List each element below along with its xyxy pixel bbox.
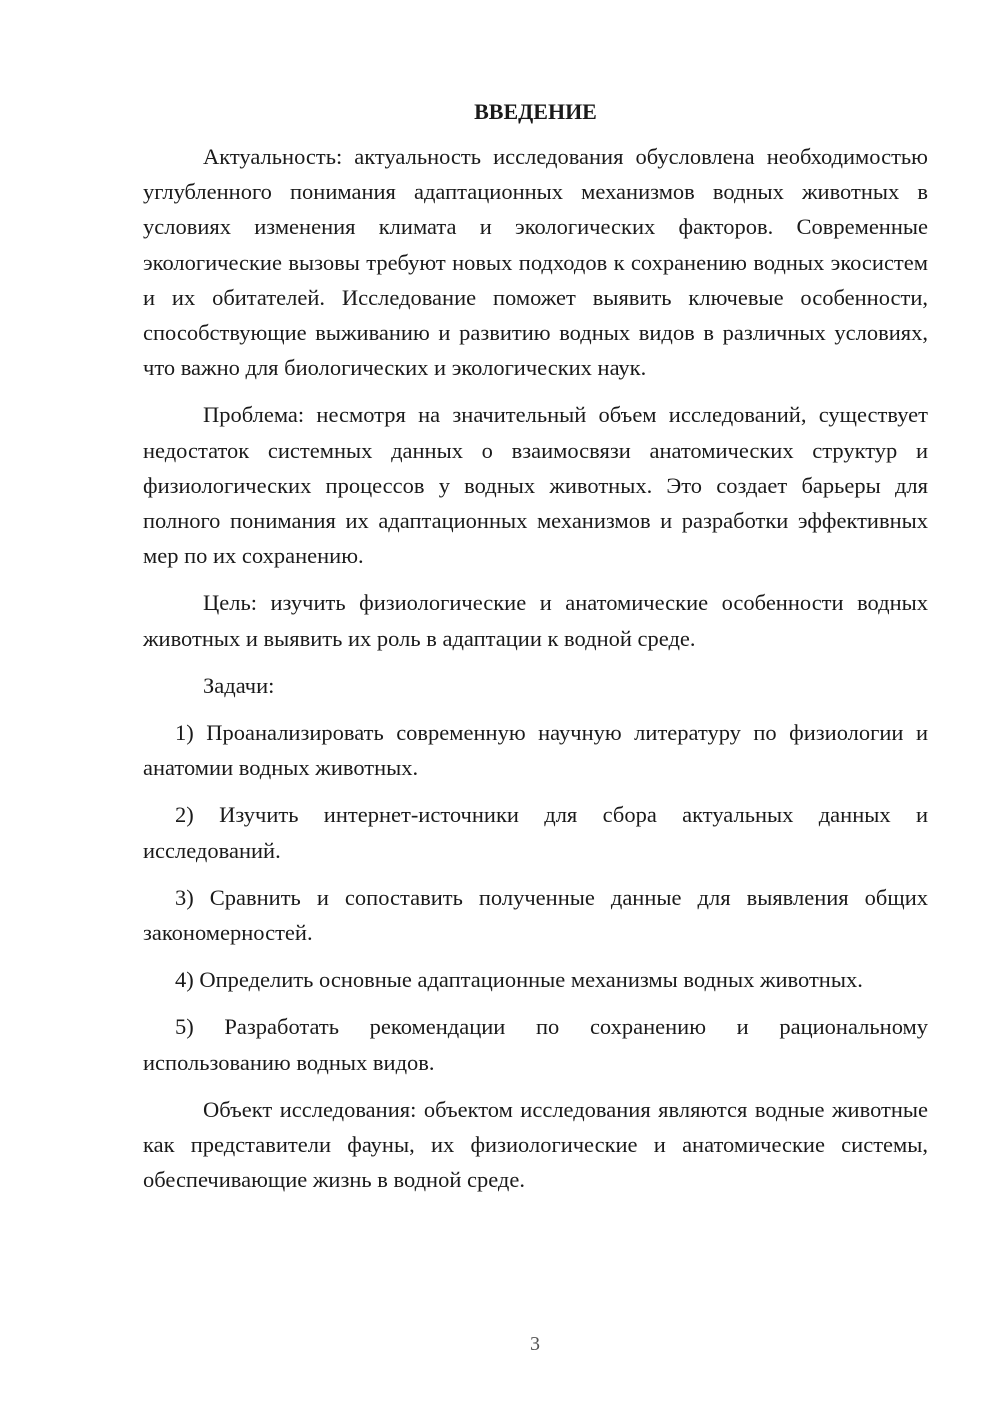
task-item-5: 5) Разработать рекомендации по сохранению и рациональному использованию водных видов. xyxy=(143,1014,928,1075)
section-heading: ВВЕДЕНИЕ xyxy=(474,99,597,124)
paragraph-goal: Цель: изучить физиологические и анатомические особенности водных животных и выявить их роль в адаптации к водной среде. xyxy=(143,590,928,651)
document-page xyxy=(143,94,928,1197)
task-item-1: 1) Проанализировать современную научную литературу по физиологии и анатомии водных животных. xyxy=(143,720,928,781)
paragraph-problem: Проблема: несмотря на значительный объем исследований, существует недостаток системных данных о взаимосвязи анатомических структур и физиологических процессов у водных животных. Это создает барьеры для полного понимания их адаптационных механизмов и разработки эффективных мер по их сохранению. xyxy=(143,402,928,569)
paragraph-relevance: Актуальность: актуальность исследования обусловлена необходимостью углубленного понимания адаптационных механизмов водных животных в условиях изменения климата и экологических факторов. Современные экологические вызовы требуют новых подходов к сохранению водных экосистем и их обитателей. Исследование поможет выявить ключевые особенности, способствующие выживанию и развитию водных видов в различных условиях, что важно для биологических и экологических наук. xyxy=(143,144,928,381)
task-item-3: 3) Сравнить и сопоставить полученные данные для выявления общих закономерностей. xyxy=(143,884,928,946)
paragraph-object: Объект исследования: объектом исследования являются водные животные как представители фауны, их физиологические и анатомические системы, обеспечивающие жизнь в водной среде. xyxy=(143,1096,928,1193)
task-item-4: 4) Определить основные адаптационные механизмы водных животных. xyxy=(175,967,863,993)
tasks-label: Задачи: xyxy=(203,672,275,698)
task-item-2: 2) Изучить интернет-источники для сбора актуальных данных и исследований. xyxy=(143,802,928,863)
page-number: 3 xyxy=(530,1333,540,1355)
